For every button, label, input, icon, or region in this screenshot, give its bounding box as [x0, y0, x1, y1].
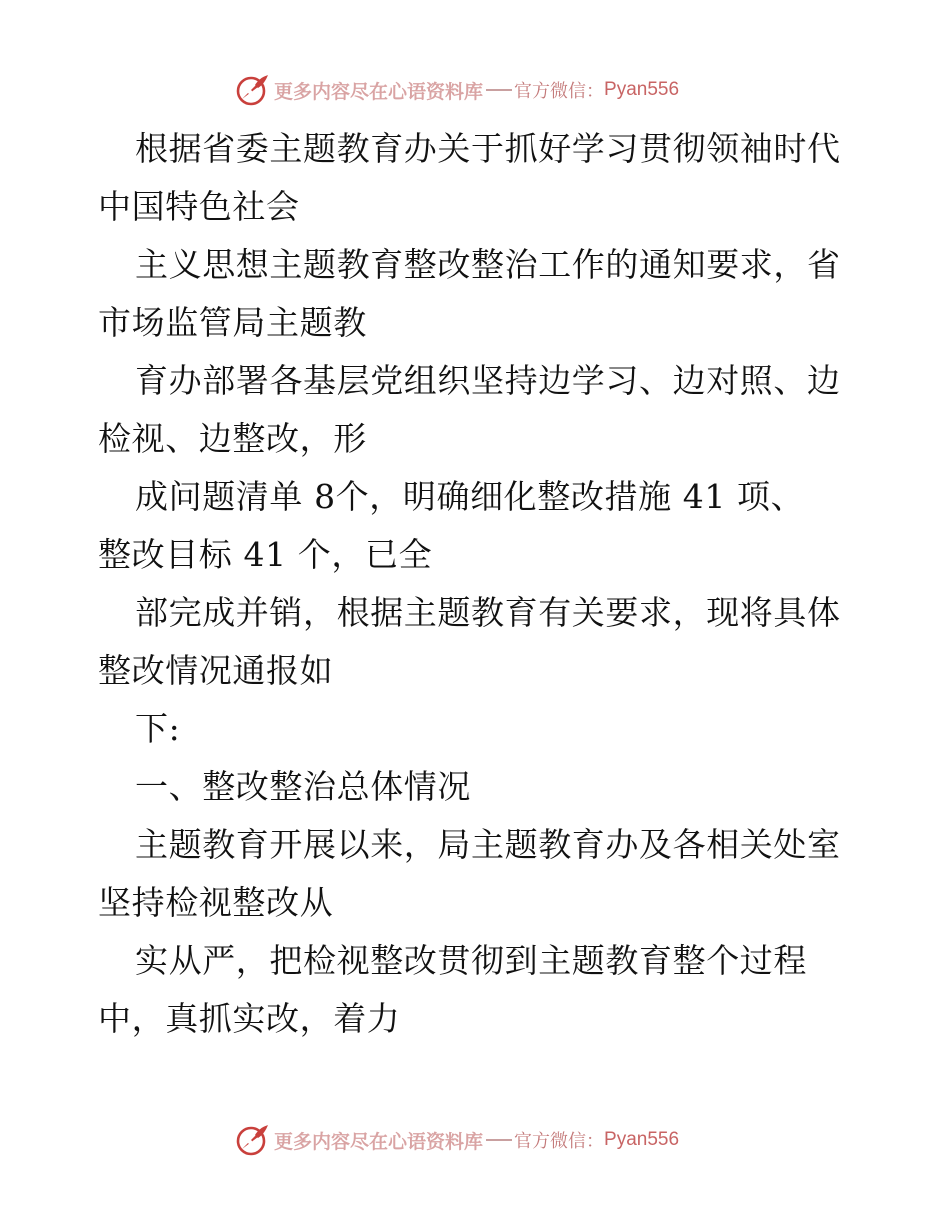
paragraph-line: 下:: [135, 709, 181, 748]
paragraph-line: 中，真抓实改，着力: [98, 999, 401, 1038]
paragraph-line: 实从严，把检视整改贯彻到主题教育整个过程: [135, 941, 807, 980]
watermark-wechat-id: Pyan556: [604, 79, 680, 100]
paragraph-line: 坚持检视整改从: [98, 883, 334, 922]
watermark-wechat-label: 官方微信：: [514, 81, 605, 102]
watermark-site-text: 更多内容尽在心语资料库: [274, 1130, 484, 1153]
watermark-site-text: 更多内容尽在心语资料库: [274, 80, 484, 103]
paragraph-line: 部完成并销，根据主题教育有关要求，现将具体: [135, 593, 841, 632]
section-heading: 一、整改整治总体情况: [135, 767, 471, 806]
paragraph-line: 检视、边整改，形: [98, 419, 367, 458]
paragraph-line: 主题教育开展以来，局主题教育办及各相关处室: [135, 825, 841, 864]
watermark-dash: [486, 1139, 512, 1141]
paragraph-line: 根据省委主题教育办关于抓好学习贯彻领袖时代: [135, 129, 841, 168]
quill-pen-logo-icon: [236, 1123, 270, 1157]
paragraph-line: 整改目标 41 个，已全: [98, 535, 433, 574]
header-watermark-banner: [236, 72, 679, 108]
paragraph-line: 成问题清单 8个，明确细化整改措施 41 项、: [135, 477, 805, 516]
paragraph-line: 整改情况通报如: [98, 651, 334, 690]
watermark-wechat-id: Pyan556: [604, 1129, 680, 1150]
quill-pen-logo-icon: [236, 73, 270, 107]
paragraph-line: 中国特色社会: [98, 187, 300, 226]
watermark-wechat-label: 官方微信：: [514, 1131, 605, 1152]
document-body: [98, 120, 858, 1048]
paragraph-line: 主义思想主题教育整改整治工作的通知要求，省: [135, 245, 841, 284]
paragraph-line: 市场监管局主题教: [98, 303, 367, 342]
paragraph-line: 育办部署各基层党组织坚持边学习、边对照、边: [135, 361, 841, 400]
watermark-dash: [486, 89, 512, 91]
footer-watermark-banner: [236, 1122, 679, 1158]
